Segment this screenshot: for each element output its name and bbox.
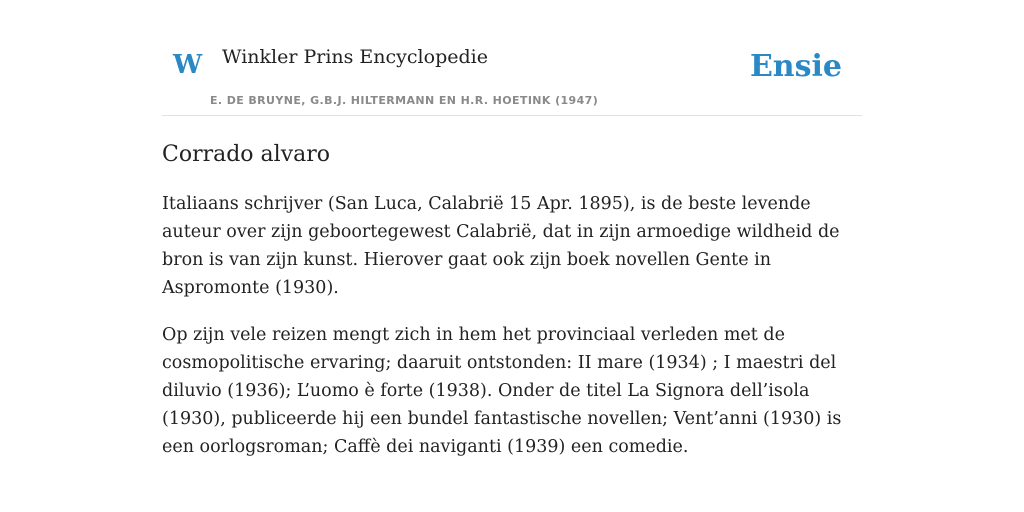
entry-title: Corrado alvaro <box>162 142 331 167</box>
publication-title[interactable]: Winkler Prins Encyclopedie <box>222 46 488 68</box>
publication-logo[interactable]: W <box>173 50 203 80</box>
ensie-logo-link[interactable]: Ensie <box>749 49 842 84</box>
page-content <box>162 0 862 461</box>
publication-authors: E. DE BRUYNE, G.B.J. HILTERMANN EN H.R. HOETINK (1947) <box>210 94 599 107</box>
entry-paragraph: Italiaans schrijver (San Luca, Calabrië 15 Apr. 1895), is de beste levende auteur over zijn geboortegewest Calabrië, dat in zijn armoedige wildheid de bron is van zijn kunst. Hierover gaat ook zijn boek novellen Gente in Aspromonte (1930). <box>162 194 840 299</box>
publication-header <box>162 0 862 116</box>
entry-paragraph: Op zijn vele reizen mengt zich in hem het provinciaal verleden met de cosmopolitische ervaring; daaruit ontstonden: II mare (1934) ; I maestri del diluvio (1936); L’uomo è forte (1938). Onder de titel La Signora dell’isola (1930), publiceerde hij een bundel fantastische novellen; Vent’anni (1930) is een oorlogsroman; Caffè dei naviganti (1939) een comedie. <box>162 325 842 458</box>
entry-body <box>162 190 862 461</box>
